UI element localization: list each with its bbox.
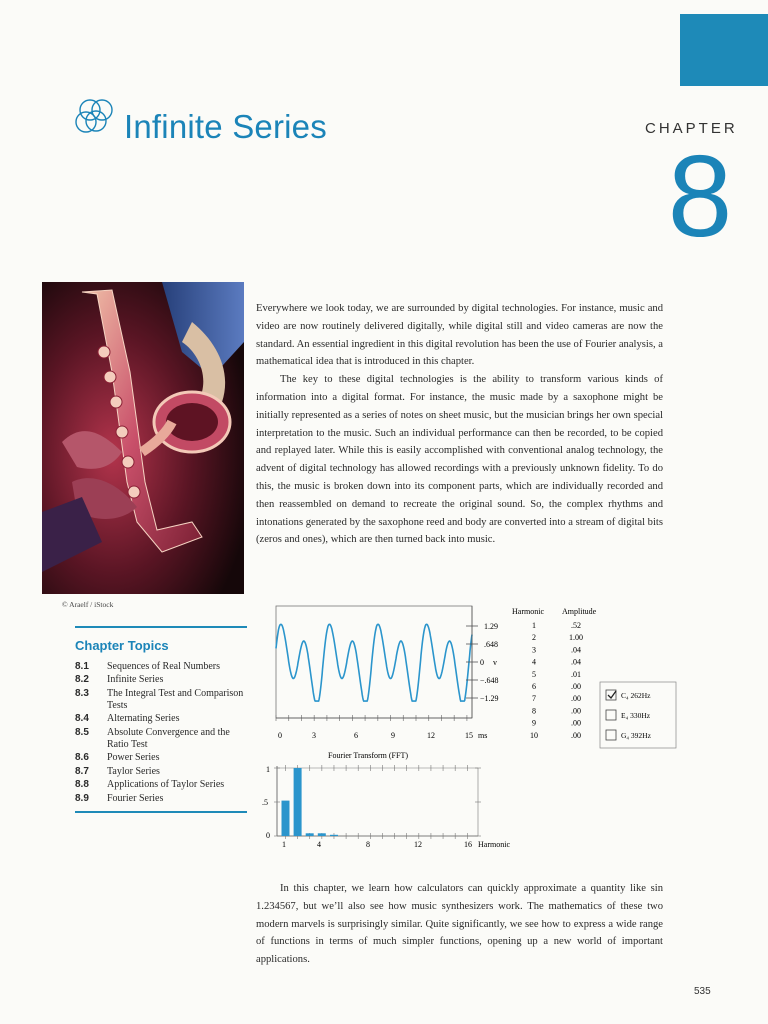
amplitude-cell: .52 <box>571 621 581 630</box>
fft-xtick-label: 8 <box>366 840 370 849</box>
wave-x-unit: ms <box>478 731 488 740</box>
chapter-label: CHAPTER <box>645 120 738 137</box>
fourier-figure <box>250 598 690 860</box>
topic-title: Applications of Taylor Series <box>107 779 225 791</box>
note-list <box>606 690 652 740</box>
topic-number: 8.7 <box>75 765 89 777</box>
wave-ytick-label: 1.29 <box>484 622 498 631</box>
topic-title: Absolute Convergence and the Ratio Test <box>107 726 230 750</box>
topic-item <box>75 688 247 712</box>
topic-number: 8.5 <box>75 726 89 738</box>
amplitude-cell: .04 <box>571 645 581 655</box>
checkmark-icon <box>608 691 616 698</box>
topic-number: 8.4 <box>75 713 89 725</box>
wave-xtick-label: 9 <box>391 731 395 740</box>
topic-title: Alternating Series <box>107 713 180 725</box>
harmonic-cell: 3 <box>532 645 536 655</box>
chapter-title: Infinite Series <box>124 108 327 145</box>
page-number: 535 <box>694 986 711 997</box>
topic-title: Taylor Series <box>107 765 160 777</box>
harmonic-table <box>530 621 583 740</box>
topic-list <box>75 661 247 805</box>
harmonic-cell: 8 <box>532 706 536 716</box>
topic-title: Fourier Series <box>107 792 164 804</box>
topics-bottom-rule <box>75 811 247 813</box>
harmonic-cell: 7 <box>532 694 536 704</box>
intro-text <box>256 300 663 549</box>
fft-xtick-label: 16 <box>464 840 472 849</box>
amplitude-cell: .00 <box>571 694 581 704</box>
harmonic-cell: 5 <box>532 669 536 679</box>
topic-item <box>75 752 247 764</box>
fft-ytick-label: 1 <box>266 765 270 774</box>
amplitude-cell: .00 <box>571 706 581 716</box>
intro-paragraph-2: The key to these digital technologies is the ability to transform various kinds of information into a digital format. For instance, the music made by a saxophone might be initially represented as a series of notes on sheet music, but the musician brings her own special interpretation to the music. Such an individual performance can then be recorded, to be copied and replayed later. While this is easily accomplished with conventional analog technology, the advent of digital technology has allowed recordings with a previously unknown fidelity. To do this, the music is broken down into its component parts, which are individually recorded and then reassembled on demand to recreate the original sound. So, the complex rhythms and intonations generated by the saxophone reed and body are converted into a stream of digital bits (zeros and ones), which are then turned back into music. <box>256 374 663 546</box>
fft-ticks <box>274 765 481 839</box>
topics-top-rule <box>75 626 247 628</box>
fft-bar <box>306 833 314 836</box>
intro-paragraph-1: Everywhere we look today, we are surrounded by digital technologies. For instance, music and video are now routinely delivered digitally, while digital still and video cameras are now the standard. An essential ingredient in this digital revolution has been the use of Fourier analysis, a mathematical idea that is introduced in this chapter. <box>256 303 663 368</box>
fft-bar <box>294 768 302 836</box>
topic-item <box>75 793 247 805</box>
fft-x-label: Harmonic <box>478 840 510 849</box>
saxophone-illustration <box>42 282 244 594</box>
amplitude-cell: .00 <box>571 682 581 691</box>
topic-title: The Integral Test and Comparison Tests <box>107 687 244 711</box>
topics-heading: Chapter Topics <box>75 638 169 653</box>
topic-number: 8.8 <box>75 779 89 791</box>
waveform-frame <box>276 606 472 718</box>
note-label: E₄ 330Hz <box>621 711 651 720</box>
fft-xtick-label: 12 <box>414 840 422 849</box>
topic-item <box>75 713 247 725</box>
topic-item <box>75 674 247 686</box>
wave-xtick-label: 6 <box>354 731 358 740</box>
note-checkbox[interactable] <box>606 730 616 740</box>
topic-title: Infinite Series <box>107 674 164 686</box>
topic-title: Sequences of Real Numbers <box>107 661 221 672</box>
note-checkbox[interactable] <box>606 710 616 720</box>
wave-xtick-label: 3 <box>312 731 316 740</box>
topic-number: 8.2 <box>75 674 89 686</box>
note-label: C₄ 262Hz <box>621 691 651 700</box>
amplitude-cell: .00 <box>571 718 581 728</box>
closing-paragraph: In this chapter, we learn how calculators can quickly approximate a quantity like sin 1.234567, but we’ll also see how music synthesizers work. The mathematics of these two modern marvels is surprisingly similar. Quite significantly, we see how to express a wide range of functions in terms of much simpler functions, opening up a new world of important applications. <box>256 883 663 966</box>
wave-xtick-label: 0 <box>278 731 282 740</box>
closing-text <box>256 880 663 969</box>
chapter-color-block <box>680 14 768 86</box>
wave-ytick-label: −1.29 <box>480 694 499 703</box>
fft-title: Fourier Transform (FFT) <box>328 751 409 760</box>
chapter-topics <box>75 626 247 813</box>
harmonic-header: Harmonic <box>512 607 544 616</box>
wave-ytick-label: −.648 <box>480 676 499 685</box>
fft-xtick-label: 1 <box>282 840 286 849</box>
harmonic-cell: 4 <box>532 657 536 667</box>
fft-bar <box>282 801 290 836</box>
topic-title: Power Series <box>107 752 160 764</box>
wave-y-unit: v <box>493 658 497 667</box>
wave-xtick-label: 15 <box>465 731 473 740</box>
fft-bars <box>282 768 339 836</box>
topic-item <box>75 727 247 751</box>
topic-number: 8.6 <box>75 752 89 764</box>
fft-ytick-label: .5 <box>262 798 268 807</box>
fft-ytick-label: 0 <box>266 831 270 840</box>
wave-xtick-label: 12 <box>427 731 435 740</box>
amplitude-cell: .01 <box>571 669 581 679</box>
photo-credit: © Araelf / iStock <box>62 600 114 609</box>
topic-number: 8.9 <box>75 792 89 804</box>
amplitude-cell: .04 <box>571 657 581 667</box>
topic-number: 8.1 <box>75 661 89 672</box>
amplitude-cell: 1.00 <box>569 633 583 643</box>
fft-xtick-label: 4 <box>317 840 321 849</box>
wave-ytick-label: .648 <box>484 640 498 649</box>
harmonic-cell: 1 <box>532 621 536 630</box>
topic-item <box>75 766 247 778</box>
interlocking-rings-icon <box>72 96 122 140</box>
fft-bar <box>318 833 326 836</box>
chapter-number: 8 <box>667 131 733 261</box>
note-label: G₄ 392Hz <box>621 731 651 740</box>
topic-item <box>75 661 247 673</box>
wave-ytick-label: 0 <box>480 658 484 667</box>
fft-bar <box>330 835 338 836</box>
waveform-curve <box>276 624 472 701</box>
amplitude-header: Amplitude <box>562 607 597 616</box>
harmonic-cell: 6 <box>532 682 536 691</box>
harmonic-cell: 10 <box>530 730 538 740</box>
topic-number: 8.3 <box>75 687 89 699</box>
saxophone-photo <box>42 282 244 594</box>
harmonic-cell: 9 <box>532 718 536 728</box>
amplitude-cell: .00 <box>571 730 581 740</box>
topic-item <box>75 779 247 791</box>
harmonic-cell: 2 <box>532 633 536 643</box>
